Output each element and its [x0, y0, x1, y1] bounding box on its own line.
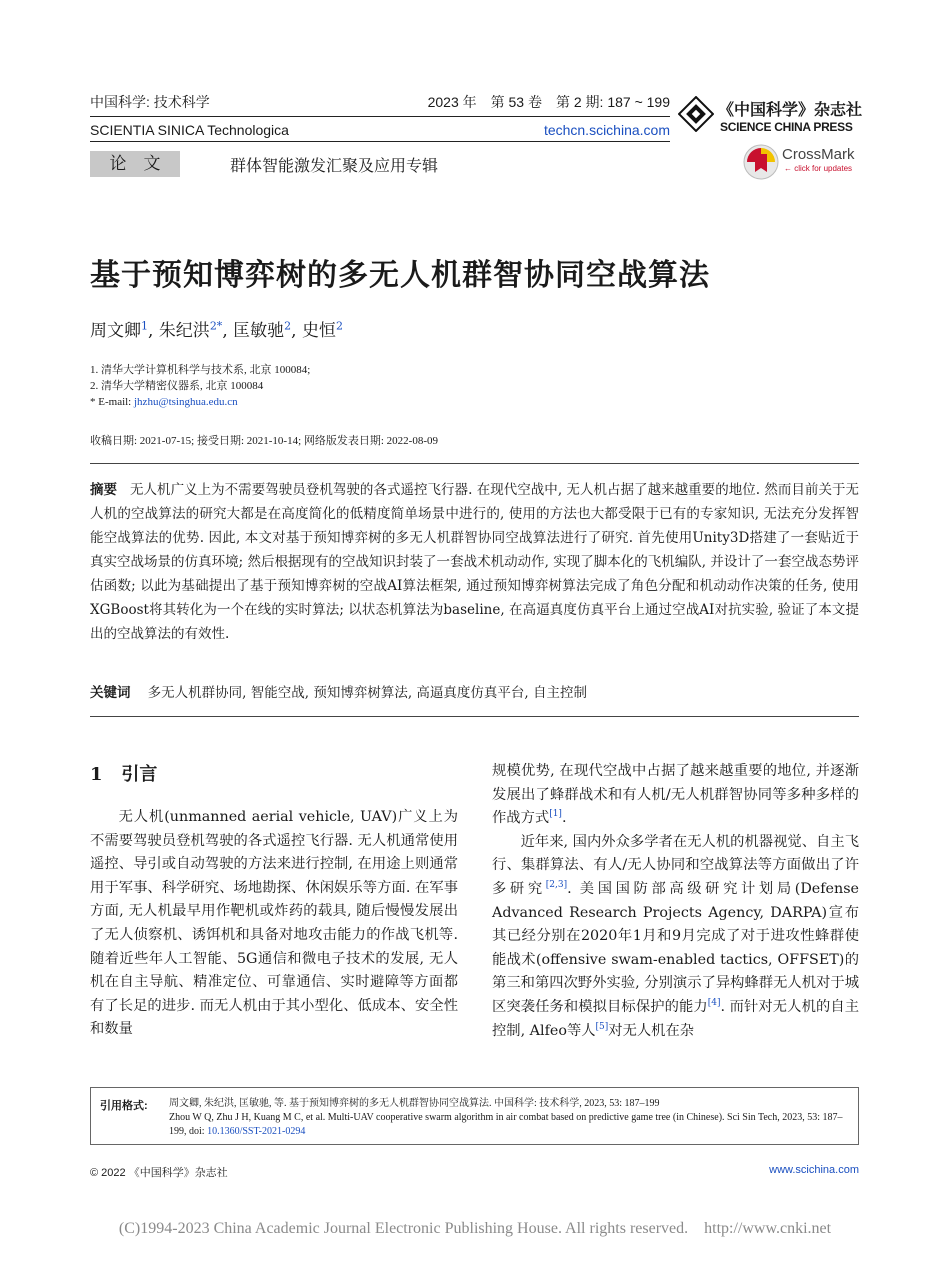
publisher-logo-icon: [678, 96, 714, 132]
abstract-top-rule: [90, 463, 859, 464]
citation-label: 引用格式:: [100, 1100, 148, 1112]
author-affiliation-marker: 2: [335, 319, 343, 333]
citation-box: [90, 1087, 859, 1145]
crossmark-icon[interactable]: [743, 144, 779, 180]
footer-website-link[interactable]: www.scichina.com: [769, 1164, 859, 1176]
abstract: [90, 478, 859, 646]
crossmark-label[interactable]: CrossMark: [782, 146, 855, 163]
journal-name-en: SCIENTIA SINICA Technologica: [90, 122, 289, 138]
author-affiliation-marker: 2*: [209, 319, 223, 333]
author-list: [90, 316, 343, 341]
special-issue-title: 群体智能激发汇聚及应用专辑: [230, 156, 439, 175]
section-heading-intro: 1 引言: [90, 764, 158, 785]
paper-title: 基于预知博弈树的多无人机群智协同空战算法: [90, 258, 710, 293]
author-name: 史恒: [301, 321, 336, 341]
ref-1[interactable]: [1]: [549, 809, 562, 820]
header-rule: [90, 116, 670, 117]
article-type-tag: 论 文: [90, 151, 180, 177]
journal-website-link[interactable]: techcn.scichina.com: [543, 122, 670, 138]
citation-en: Zhou W Q, Zhu J H, Kuang M C, et al. Multi-UAV cooperative swarm algorithm in air combat based on predictive game tree (in Chinese). Sci Sin Tech, 2023, 53: 187–199, doi: 10.1360/SST-2021-0294: [169, 1112, 843, 1137]
abstract-text: 无人机广义上为不需要驾驶员登机驾驶的各式遥控飞行器. 在现代空战中, 无人机占据了越来越重要的地位. 然而目前关于无人机的空战算法的研究大都是在高度简化的低精度简单场景中进行的, 使用的方法也大都受限于已有的专家知识, 无法充分发挥智能空战算法的优势. 因此, 本文对基于预知博弈树的多无人机群智协同空战算法进行了研究. 首先使用Unity3D搭建了一套贴近于真实空战场景的仿真环境; 然后根据现有的空战知识封装了一套战术机动动作, 实现了脚本化的飞机编队, 并设计了一套空战态势评估函数; 以此为基础提出了基于预知博弈树的空战AI算法框架, 通过预知博弈树算法完成了角色分配和机动动作决策的任务, 使用XGBoost将其转化为一个在线的实时算法; 以状态机算法为baseline, 在高逼真度仿真平台上通过空战AI对抗实验, 验证了本文提出的空战算法的有效性.: [90, 482, 860, 642]
issue-info: 2023 年 第 53 卷 第 2 期: 187 ~ 199: [427, 94, 670, 110]
author-separator: ,: [148, 321, 159, 341]
author-separator: ,: [291, 321, 302, 341]
ref-4[interactable]: [4]: [707, 998, 721, 1009]
keywords: [90, 681, 859, 701]
received-dates: 收稿日期: 2021-07-15; 接受日期: 2021-10-14; 网络版发表日期: 2022-08-09: [90, 435, 439, 447]
abstract-bottom-rule: [90, 716, 859, 717]
author-affiliation-marker: 2: [284, 319, 292, 333]
affiliation-2: 2. 清华大学精密仪器系, 北京 100084: [90, 380, 264, 392]
author-name: 匡敏驰: [233, 321, 285, 341]
keywords-text: 多无人机群协同, 智能空战, 预知博弈树算法, 高逼真度仿真平台, 自主控制: [147, 685, 588, 701]
author-name: 周文卿: [90, 321, 141, 341]
author-name: 朱纪洪: [158, 321, 210, 341]
abstract-label: 摘要: [90, 482, 118, 498]
copyright: © 2022 《中国科学》杂志社: [90, 1167, 228, 1179]
doi-link[interactable]: 10.1360/SST-2021-0294: [207, 1126, 306, 1137]
journal-name-cn: 中国科学: 技术科学: [90, 94, 210, 110]
publisher-name-cn: 《中国科学》杂志社: [718, 100, 863, 119]
ref-5[interactable]: [5]: [595, 1021, 609, 1032]
crossmark-sublabel[interactable]: ← click for updates: [784, 164, 853, 173]
keywords-label: 关键词: [90, 685, 131, 701]
intro-left-column: [90, 806, 458, 1042]
ref-2-3[interactable]: [2,3]: [545, 880, 568, 891]
intro-paragraph-1-cont: 规模优势, 在现代空战中占据了越来越重要的地位, 并逐渐发展出了蜂群战术和有人机/无人机群智协同等多种多样的作战方式[1].: [492, 763, 859, 827]
citation-cn: 周文卿, 朱纪洪, 匡敏驰, 等. 基于预知博弈树的多无人机群智协同空战算法. 中国科学: 技术科学, 2023, 53: 187–199: [169, 1098, 660, 1109]
intro-paragraph-1: 无人机(unmanned aerial vehicle, UAV)广义上为不需要驾驶员登机驾驶的各式遥控飞行器. 无人机通常使用遥控、导引或自动驾驶的方法来进行控制, 在用途上则通常用于军事、科学研究、场地勘探、休闲娱乐等方面. 在军事方面, 无人机最早用作靶机或炸药的载具, 随后慢慢发展出了无人侦察机、诱饵机和具备对地攻击能力的作战飞机等. 随着近些年人工智能、5G通信和微电子技术的发展, 无人机在自主导航、精准定位、可靠通信、实时避障等方面都有了长足的进步. 而无人机由于其小型化、低成本、安全性和数量: [90, 809, 458, 1038]
intro-right-column: [492, 760, 859, 1043]
header-rule-2: [90, 141, 670, 142]
publisher-name-en: SCIENCE CHINA PRESS: [720, 120, 853, 134]
citation-text: [169, 1097, 849, 1139]
affiliations: [90, 362, 310, 410]
affiliation-1: 1. 清华大学计算机科学与技术系, 北京 100084;: [90, 364, 311, 376]
author-separator: ,: [222, 321, 234, 341]
cnki-watermark: (C)1994-2023 China Academic Journal Electronic Publishing House. All rights reserved. http://www.cnki.net: [118, 1220, 832, 1237]
corresponding-email: * E-mail: jhzhu@tsinghua.edu.cn: [90, 396, 238, 408]
author-affiliation-marker: 1: [141, 319, 148, 333]
intro-paragraph-2: 近年来, 国内外众多学者在无人机的机器视觉、自主飞行、集群算法、有人/无人协同和空战算法等方面做出了许多研究[2,3]. 美国国防部高级研究计划局(Defense Advanced Research Projects Agency, DARPA)宣布其已经分别在2020年1月和9月完成了对于进攻性蜂群使能战术(offensive swam-enabled tactics, OFFSET)的第三和第四次野外实验, 分别演示了异构蜂群无人机对于城区突袭任务和模拟目标保护的能力[4]. 而针对无人机的自主控制, Alfeo等人[5]对无人机在杂: [492, 833, 860, 1039]
email-link[interactable]: jhzhu@tsinghua.edu.cn: [134, 396, 238, 408]
